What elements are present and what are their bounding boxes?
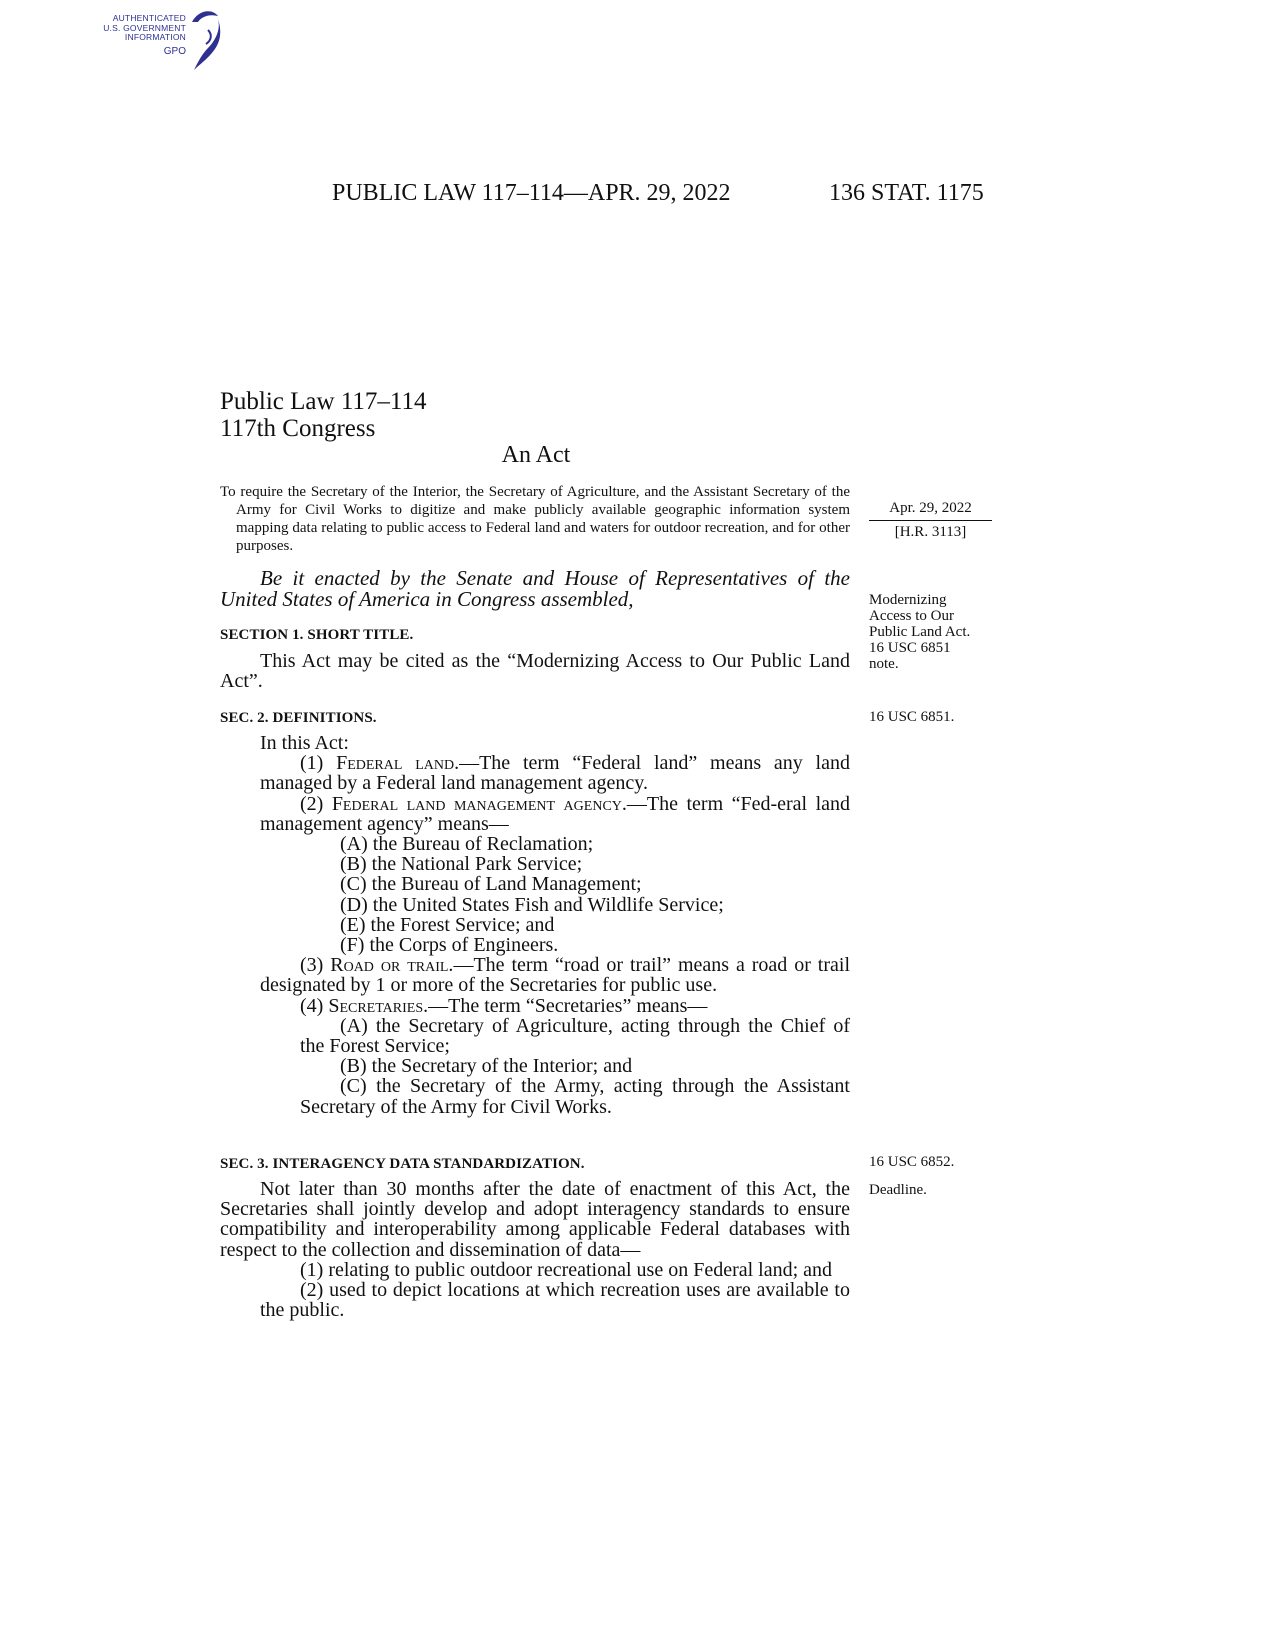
definition-text: —The term “Secretaries” means—: [428, 994, 708, 1017]
definition-text: —The term “Fed-eral land management agency” means—: [260, 792, 851, 835]
enactment-date: Apr. 29, 2022: [869, 500, 992, 521]
public-law-number: Public Law 117–114: [220, 388, 427, 415]
running-header-right: 136 STAT. 1175: [829, 180, 984, 206]
margin-note-line: Access to Our: [869, 608, 954, 624]
definition-road-or-trail: [220, 955, 850, 995]
gpo-authentication-seal: [90, 8, 230, 74]
section-1-heading: SECTION 1. SHORT TITLE.: [220, 627, 414, 643]
margin-note-line: Modernizing: [869, 592, 947, 608]
definition-federal-land-management-agency: [220, 794, 850, 834]
short-title-margin-note: [869, 592, 994, 672]
secretary-item: (C) the Secretary of the Army, acting through the Assistant Secretary of the Army for Civil Works.: [300, 1075, 850, 1118]
agency-item: (F) the Corps of Engineers.: [340, 934, 559, 957]
enactment-date-note: [869, 500, 992, 541]
definition-secretaries: [220, 996, 850, 1016]
deadline-margin-note: Deadline.: [869, 1182, 927, 1198]
section-3-item: (1) relating to public outdoor recreational use on Federal land; and: [300, 1258, 833, 1281]
secretary-item: (A) the Secretary of Agriculture, acting through the Chief of the Forest Service;: [300, 1014, 850, 1058]
section-3-text: Not later than 30 months after the date of enactment of this Act, the Secretaries shall jointly develop and adopt interagency standards to ensure compatibility and interoperability among applicable Federal databases with respect to the collection and dissemination of data—: [220, 1178, 850, 1261]
definition-text: —The term “road or trail” means a road or trail designated by 1 or more of the Secretaries for public use.: [260, 954, 851, 997]
section-3-body: [220, 1179, 850, 1320]
eagle-logo-icon: [188, 8, 224, 72]
act-heading: An Act: [501, 442, 571, 468]
congress-number: 117th Congress: [220, 415, 376, 442]
defined-term: Secretaries.: [328, 994, 429, 1017]
purpose-clause: To require the Secretary of the Interior, the Secretary of Agriculture, and the Assistant Secretary of the Army for Civil Works to digitize and make publicly available geographic information system mapping data relating to public access to Federal land and waters for outdoor recreation, and for other purposes.: [220, 484, 850, 554]
law-title-block: [220, 388, 426, 442]
running-header-left: PUBLIC LAW 117–114—APR. 29, 2022: [332, 180, 731, 206]
section-3-item: (2) used to depict locations at which recreation uses are available to the public.: [260, 1279, 850, 1322]
section-2-body: [220, 733, 850, 1117]
secretary-item: (B) the Secretary of the Interior; and: [340, 1055, 633, 1078]
definitions-intro: In this Act:: [260, 732, 349, 754]
seal-line-1: AUTHENTICATED: [112, 13, 186, 23]
bill-number: [H.R. 3113]: [894, 524, 967, 540]
defined-term: Road or trail.: [330, 954, 454, 977]
paragraph-number: (3): [300, 954, 324, 977]
seal-line-3: INFORMATION: [124, 32, 186, 42]
definition-text: —The term “Federal land” means any land managed by a Federal land management agency.: [260, 752, 850, 795]
seal-gpo-text: GPO: [163, 46, 186, 57]
section-3-usc-note: 16 USC 6852.: [869, 1154, 955, 1170]
defined-term: Federal land.: [336, 752, 460, 775]
agency-item: (D) the United States Fish and Wildlife Service;: [340, 893, 724, 916]
enacting-clause: Be it enacted by the Senate and House of Representatives of the United States of America in Congress assembled,: [220, 566, 850, 611]
section-3-heading: SEC. 3. INTERAGENCY DATA STANDARDIZATION.: [220, 1156, 585, 1172]
definition-federal-land: [220, 753, 850, 793]
section-1-text: This Act may be cited as the “Modernizing Access to Our Public Land Act”.: [220, 650, 850, 693]
agency-item: (E) the Forest Service; and: [340, 913, 555, 936]
seal-line-2: U.S. GOVERNMENT: [103, 22, 186, 33]
paragraph-number: (1): [300, 752, 324, 775]
defined-term: Federal land management agency.: [331, 792, 627, 815]
agency-item: (A) the Bureau of Reclamation;: [340, 833, 594, 856]
margin-note-line: Public Land Act.: [869, 624, 971, 640]
section-2-usc-note: 16 USC 6851.: [869, 709, 955, 725]
margin-note-line: note.: [869, 656, 899, 672]
margin-note-line: 16 USC 6851: [869, 640, 951, 656]
paragraph-number: (4): [300, 994, 324, 1017]
paragraph-number: (2): [300, 792, 324, 815]
section-2-heading: SEC. 2. DEFINITIONS.: [220, 710, 377, 726]
agency-item: (C) the Bureau of Land Management;: [340, 873, 642, 896]
agency-item: (B) the National Park Service;: [340, 853, 583, 876]
